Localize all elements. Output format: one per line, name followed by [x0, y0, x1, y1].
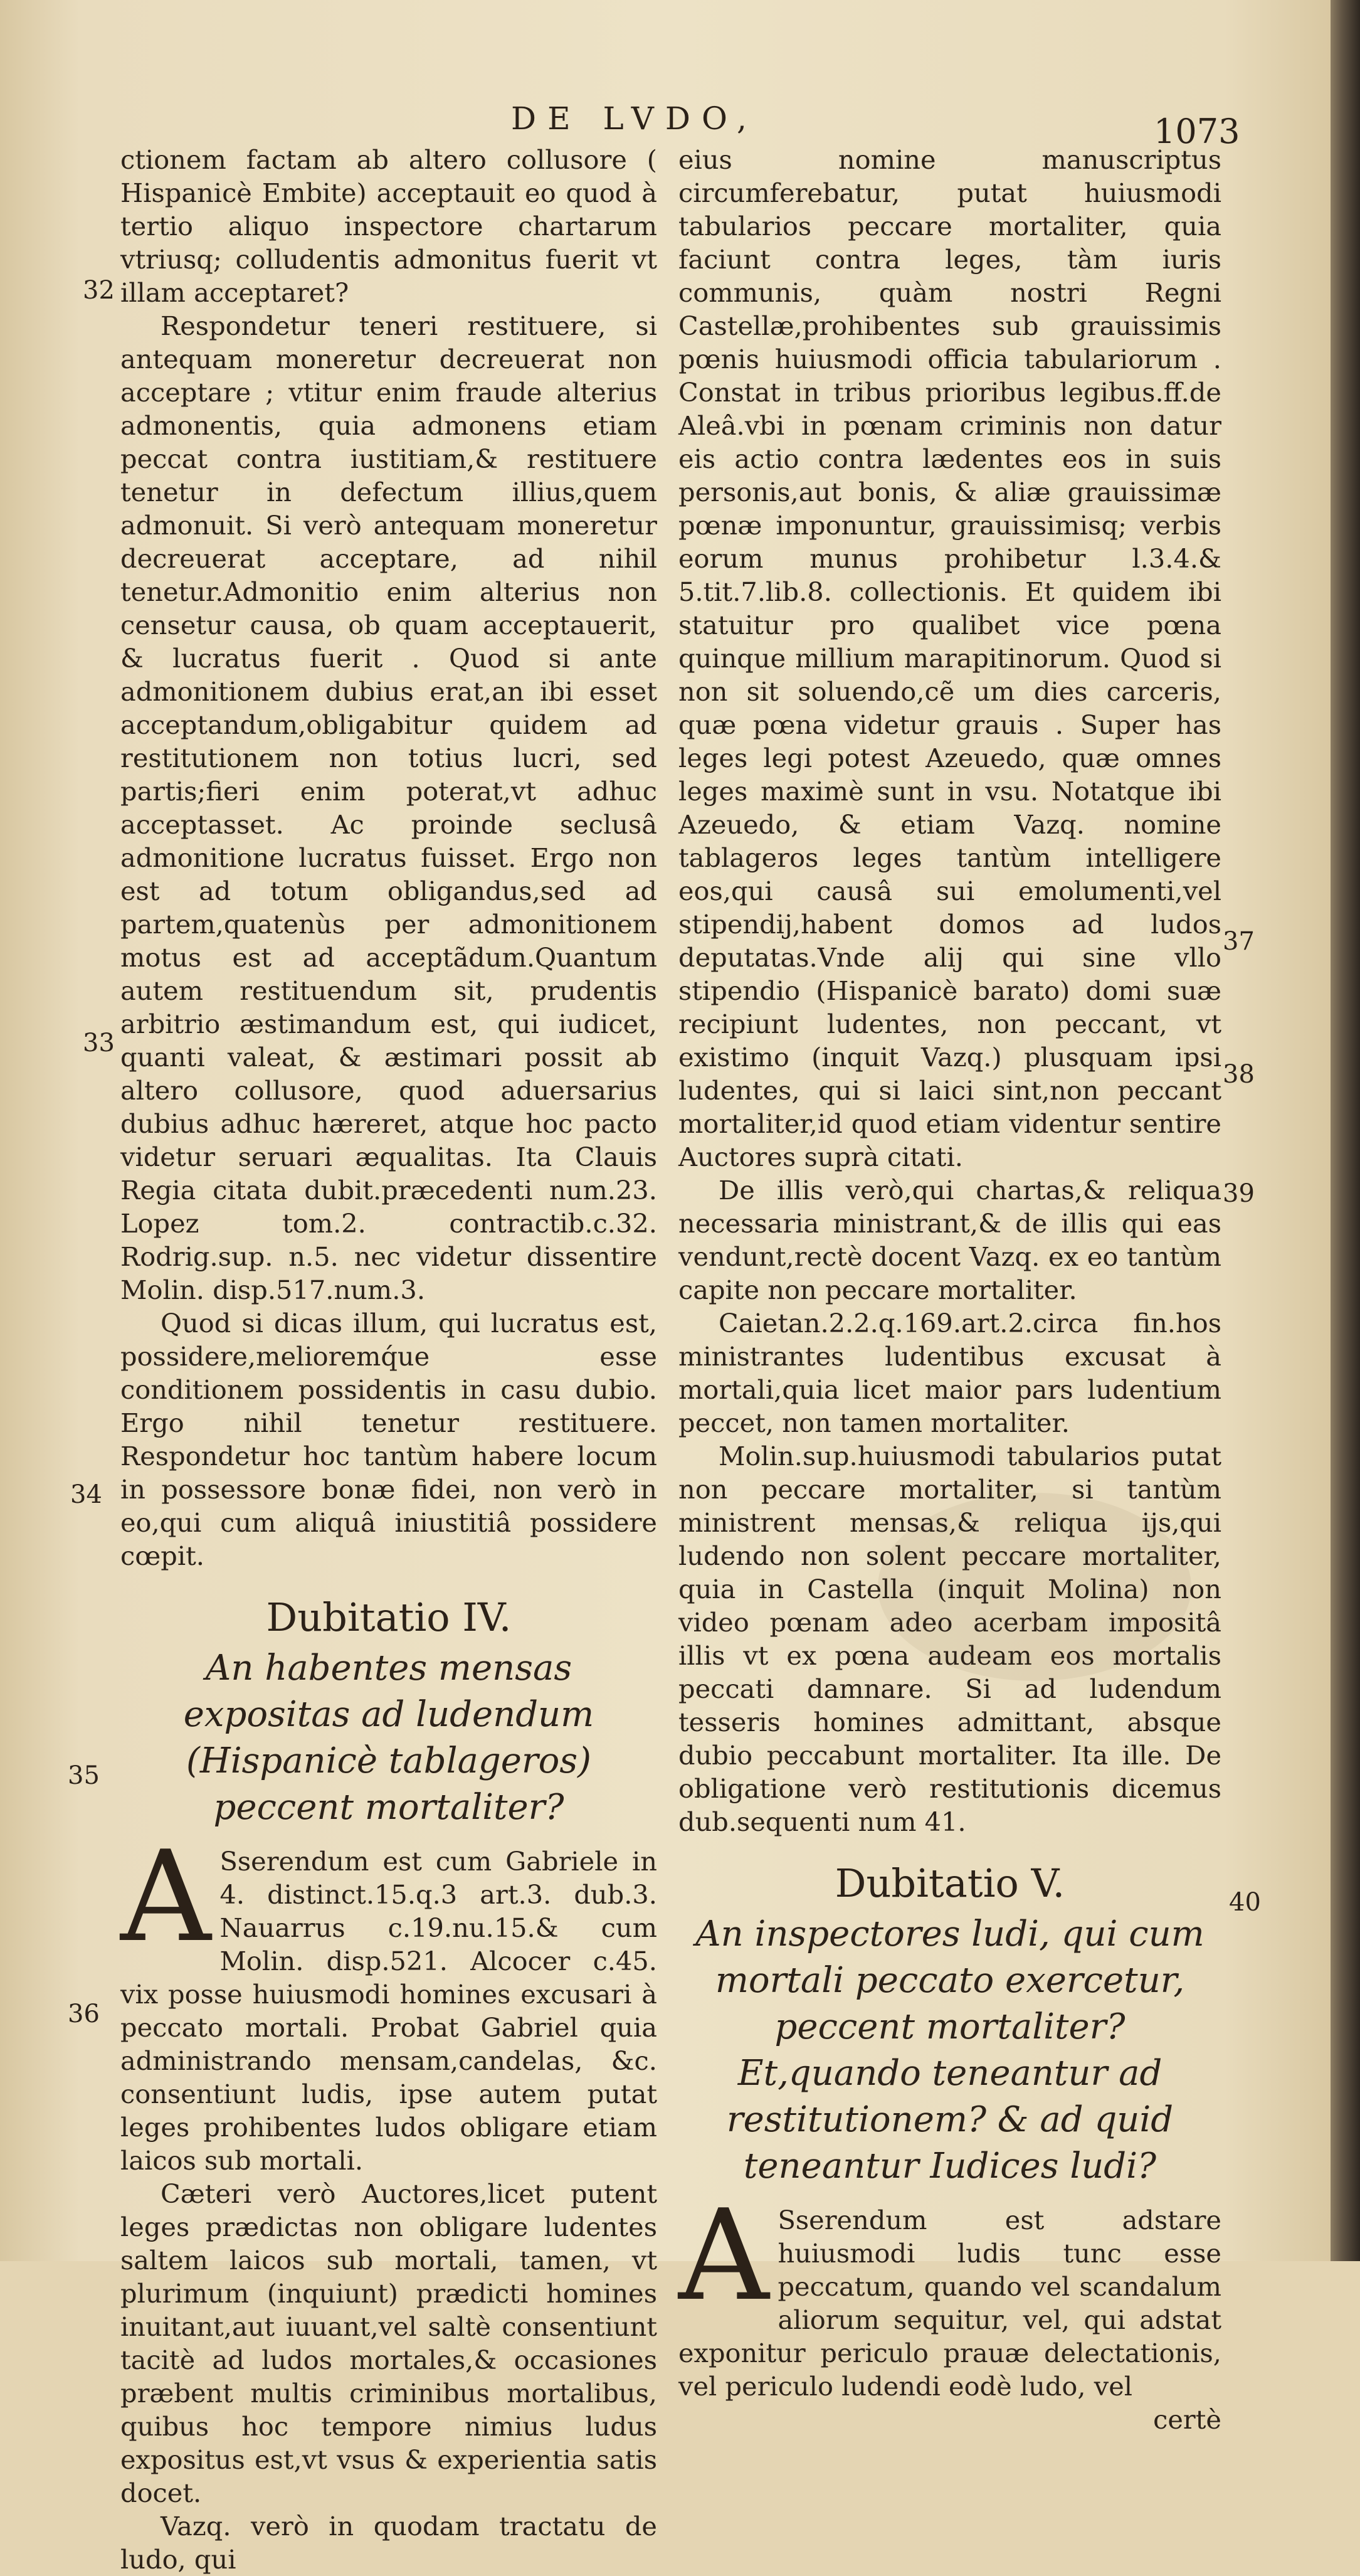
margin-number: 37: [1223, 927, 1255, 956]
paragraph: [678, 2183, 1221, 2403]
running-title: DE LVDO,: [511, 100, 758, 137]
paragraph: ctionem factam ab altero collusore ( Hispanicè Embite) acceptauit eo quod à tertio aliquo inspectore chartarum vtriusq; colludentis admonitus fuerit vt illam acceptaret?: [120, 144, 657, 308]
paragraph: Quod si dicas illum, qui lucratus est, possidere,melioremq́ue esse conditionem possidentis in casu dubio. Ergo nihil tenetur restituere. Respondetur hoc tantùm habere locum in possessore bonæ fidei, non verò in eo,qui cum aliquâ iniustitiâ possidere cœpit.: [120, 1308, 657, 1571]
page-number: 1073: [1154, 112, 1240, 151]
paragraph: Vazq. verò in quodam tractatu de ludo, qui: [120, 2511, 657, 2575]
margin-number: 35: [68, 1761, 100, 1790]
left-column: [120, 143, 657, 2576]
section-question: An habentes mensas expositas ad ludendum (Hispanicè tablageros) peccent mortaliter?: [183, 1648, 594, 1828]
paragraph-text: Sserendum est adstare huiusmodi ludis tunc esse peccatum, quando vel scandalum aliorum sequitur, vel, qui adstat exponitur periculo prauæ delectationis, vel periculo ludendi eodè ludo, vel: [678, 2205, 1221, 2402]
paragraph-text: Sserendum est cum Gabriele in 4. distinct.15.q.3 art.3. dub.3. Nauarrus c.19.nu.15.& cum Molin. disp.521. Alcocer c.45. vix posse huiusmodi homines excusari à peccato mortali. Probat Gabriel quia administrando mensam,candelas, &c. consentiunt ludis, ipse autem putat leges prohibentes ludos obligare etiam laicos sub mortali.: [120, 1846, 657, 2176]
margin-number: 33: [83, 1029, 115, 1057]
paragraph: [120, 1824, 657, 2177]
paragraph: Cæteri verò Auctores,licet putent leges prædictas non obligare ludentes saltem laicos sub mortali, tamen, vt plurimum (inquiunt) prædicti homines inuitant,aut iuuant,vel saltè consentiunt tacitè ad ludos mortales,& occasiones præbent multis criminibus mortalibus, quibus hoc tempore nimius ludus expositus est,vt vsus & experientia satis docet.: [120, 2178, 657, 2508]
drop-cap: A: [678, 2183, 769, 2329]
margin-number: 39: [1223, 1179, 1255, 1208]
margin-number: 40: [1229, 1888, 1261, 1917]
paragraph: Molin.sup.huiusmodi tabularios putat non peccare mortaliter, si tantùm ministrent mensas,& reliqua ijs,qui ludendo non solent peccare mortaliter, quia in Castella (inquit Molina) non video pœnam adeo acerbam impositâ illis vt ex pœna audeam eos mortalis peccati damnare. Si ad ludendum tesseris homines admittant, absque dubio peccabunt mortaliter. Ita ille. De obligatione verò restitutionis dicemus dub.sequenti num 41.: [678, 1441, 1221, 1837]
section-heading: Dubitatio V.: [835, 1860, 1065, 1906]
right-column: [678, 143, 1221, 2436]
margin-number: 34: [70, 1480, 102, 1509]
section-heading: Dubitatio IV.: [266, 1594, 512, 1640]
paragraph: Respondetur teneri restituere, si antequam moneretur decreuerat non acceptare ; vtitur enim fraude alterius admonentis, quia admonens etiam peccat contra iustitiam,& restituere tenetur in defectum illius,quem admonuit. Si verò antequam moneretur decreuerat acceptare, ad nihil tenetur.Admonitio enim alterius non censetur causa, ob quam acceptauerit, & lucratus fuerit . Quod si ante admonitionem dubius erat,an ibi esset acceptandum,obligabitur quidem ad restitutionem non totius lucri, sed partis;fieri enim poterat,vt adhuc acceptasset. Ac proinde seclusâ admonitione lucratus fuisset. Ergo non est ad totum obligandus,sed ad partem,quatenùs per admonitionem motus est ad acceptãdum.Quantum autem restituendum sit, prudentis arbitrio æstimandum est, qui iudicet, quanti valeat, & æstimari possit ab altero collusore, quod aduersarius dubius adhuc hæreret, atque hoc pacto videtur seruari æqualitas. Ita Clauis Regia citata dubit.præcedenti num.23. Lopez tom.2. contractib.c.32. Rodrig.sup. n.5. nec videtur dissentire Molin. disp.517.num.3.: [120, 310, 657, 1305]
margin-number: 36: [68, 2000, 100, 2028]
catchword: certè: [1153, 2404, 1221, 2435]
paragraph: Caietan.2.2.q.169.art.2.circa fin.hos ministrantes ludentibus excusat à mortali,quia licet maior pars ludentium peccet, non tamen mortaliter.: [678, 1308, 1221, 1438]
section-question: An inspectores ludi, qui cum mortali peccato exercetur, peccent mortaliter? Et,quando teneantur ad restitutionem? & ad quid teneantur Iudices ludi?: [695, 1914, 1204, 2186]
drop-cap: A: [120, 1824, 211, 1970]
paragraph: De illis verò,qui chartas,& reliqua necessaria ministrant,& de illis qui eas vendunt,rectè docent Vazq. ex eo tantùm capite non peccare mortaliter.: [678, 1175, 1221, 1305]
page-edge-shadow: [1331, 0, 1360, 2261]
margin-number: 32: [83, 276, 115, 305]
paragraph: eius nomine manuscriptus circumferebatur, putat huiusmodi tabularios peccare mortaliter, quia faciunt contra leges, tàm iuris communis, quàm nostri Regni Castellæ,prohibentes sub grauissimis pœnis huiusmodi officia tabulariorum . Constat in tribus prioribus legibus.ff.de Aleâ.vbi in pœnam criminis non datur eis actio contra lædentes eos in suis personis,aut bonis, & aliæ grauissimæ pœnæ imponuntur, grauissimisq; verbis eorum munus prohibetur l.3.4.& 5.tit.7.lib.8. collectionis. Et quidem ibi statuitur pro qualibet vice pœna quinque millium marapitinorum. Quod si non sit soluendo,cẽ um dies carceris, quæ pœna videtur grauis . Super has leges legi potest Azeuedo, quæ omnes leges maximè sunt in vsu. Notatque ibi Azeuedo, & etiam Vazq. nomine tablageros leges tantùm intelligere eos,qui causâ sui emolumenti,vel stipendij,habent domos ad ludos deputatas.Vnde alij qui sine vllo stipendio (Hispanicè barato) domi suæ recipiunt ludentes, non peccant, vt existimo (inquit Vazq.) plusquam ipsi ludentes, qui si laici sint,non peccant mortaliter,id quod etiam videntur sentire Auctores suprà citati.: [678, 144, 1221, 1172]
margin-number: 38: [1223, 1060, 1255, 1089]
